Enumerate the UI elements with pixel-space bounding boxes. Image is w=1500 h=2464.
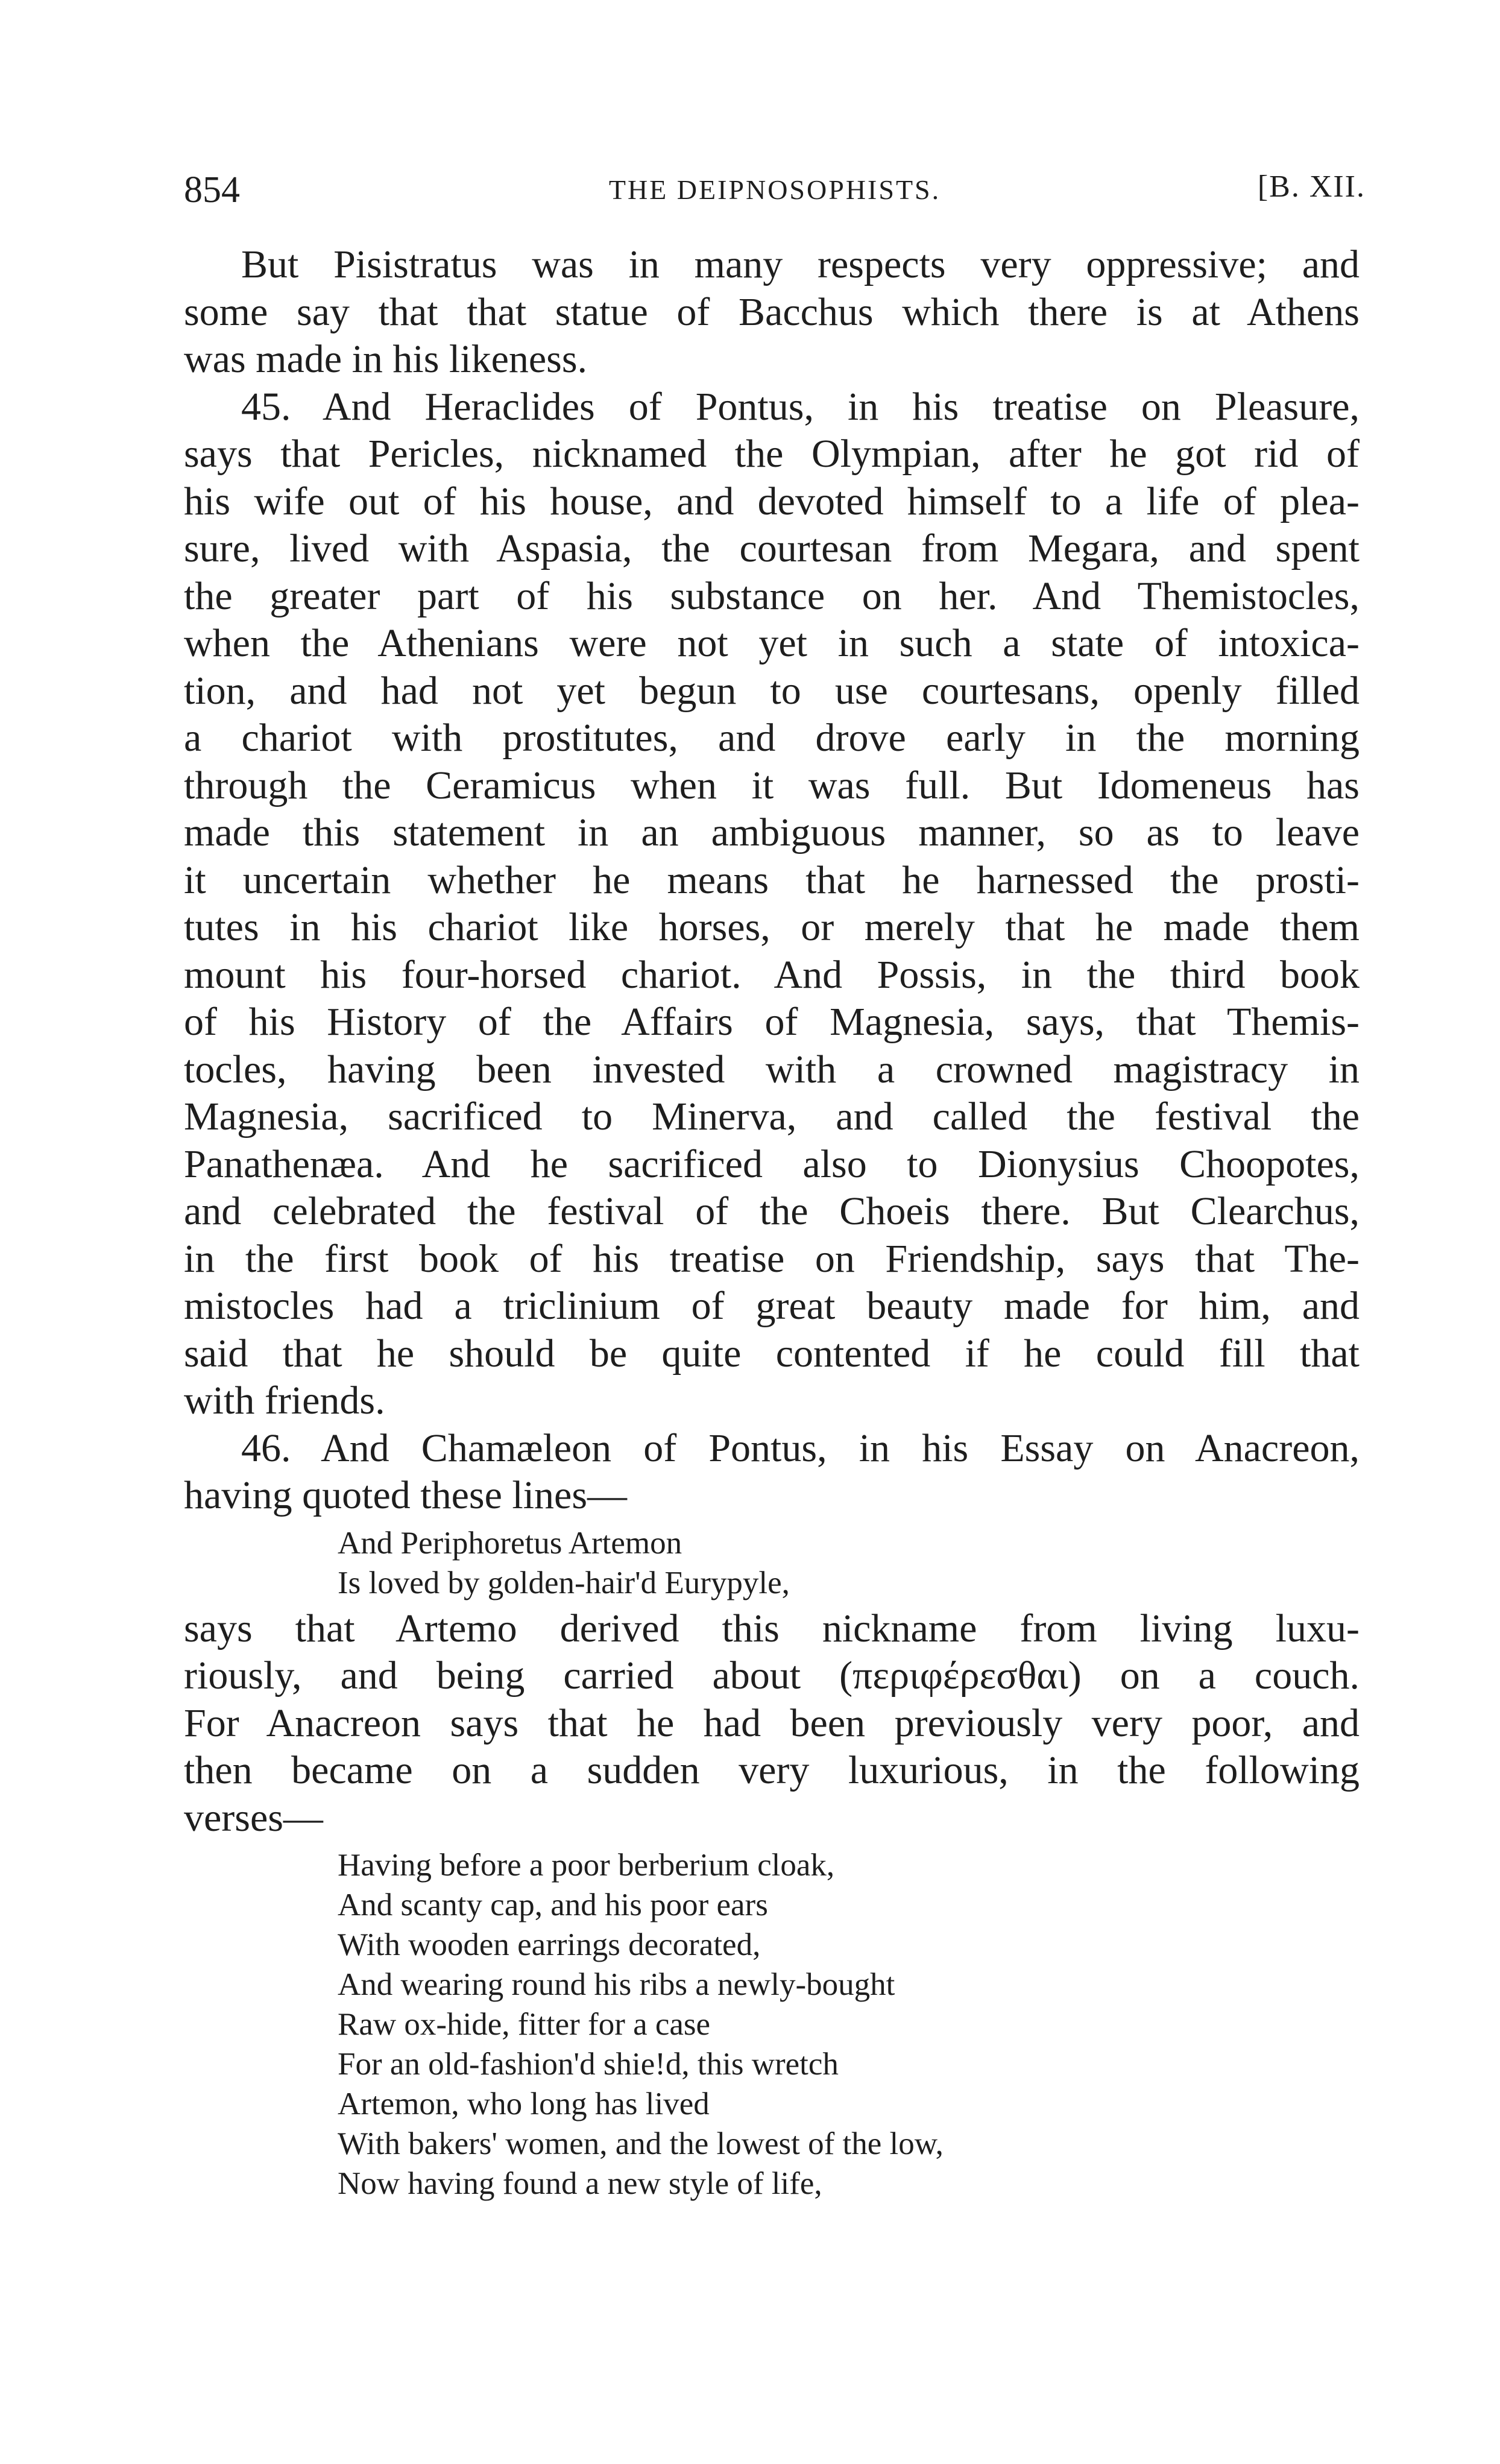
- text-line: riously, and being carried about (περιφέρεσθαι) on a couch.: [184, 1654, 1360, 1698]
- text-line: 45. And Heraclides of Pontus, in his treatise on Pleasure,: [241, 384, 1360, 429]
- verse-line: Raw ox-hide, fitter for a case: [338, 2007, 711, 2042]
- paragraph-section-45: [184, 384, 1360, 1425]
- text-line: says that Pericles, nicknamed the Olympian, after he got rid of: [184, 432, 1360, 476]
- verse-line: And Periphoretus Artemon: [338, 1525, 682, 1561]
- verse-line: Is loved by golden-hair'd Eurypyle,: [338, 1565, 790, 1600]
- text-line: said that he should be quite contented if he could fill that: [184, 1331, 1360, 1376]
- text-line: But Pisistratus was in many respects very oppressive; and: [241, 242, 1360, 286]
- running-title: THE DEIPNOSOPHISTS.: [608, 174, 941, 205]
- text-line: made this statement in an ambiguous manner, so as to leave: [184, 810, 1360, 855]
- verse-quote-1: [184, 1520, 1360, 1605]
- text-line: his wife out of his house, and devoted himself to a life of plea-: [184, 479, 1360, 523]
- verse-line: And scanty cap, and his poor ears: [338, 1887, 768, 1922]
- text-line: it uncertain whether he means that he harnessed the prosti-: [184, 858, 1360, 902]
- text-line: For Anacreon says that he had been previously very poor, and: [184, 1701, 1360, 1745]
- text-line: through the Ceramicus when it was full. But Idomeneus has: [184, 763, 1360, 807]
- text-line: tutes in his chariot like horses, or merely that he made them: [184, 905, 1360, 949]
- text-line: says that Artemo derived this nickname from living luxu-: [184, 1606, 1360, 1651]
- text-line: some say that that statue of Bacchus which there is at Athens: [184, 289, 1360, 334]
- text-line: tion, and had not yet begun to use courtesans, openly filled: [184, 668, 1360, 713]
- text-line: verses—: [184, 1795, 323, 1840]
- book-reference: [B. XII.: [1257, 169, 1366, 204]
- verse-quote-2: [184, 1842, 1360, 2206]
- text-line: mount his four-horsed chariot. And Possis, in the third book: [184, 952, 1360, 997]
- text-line: and celebrated the festival of the Choeis there. But Clearchus,: [184, 1189, 1360, 1233]
- verse-line: Having before a poor berberium cloak,: [338, 1848, 835, 1883]
- text-line: when the Athenians were not yet in such a state of intoxica-: [184, 621, 1360, 665]
- page-header: [184, 169, 1366, 217]
- verse-line: Artemon, who long has lived: [338, 2087, 710, 2121]
- text-line: having quoted these lines—: [184, 1473, 628, 1517]
- text-line: 46. And Chamæleon of Pontus, in his Essay on Anacreon,: [241, 1426, 1360, 1470]
- verse-line: For an old-fashion'd shie!d, this wretch: [338, 2047, 839, 2082]
- text-line: the greater part of his substance on her. And Themistocles,: [184, 573, 1360, 618]
- paragraph-pisistratus: [184, 241, 1360, 384]
- page-number: 854: [184, 169, 240, 210]
- text-line: Magnesia, sacrificed to Minerva, and called the festival the: [184, 1095, 1360, 1139]
- text-line: was made in his likeness.: [184, 337, 588, 381]
- text-line: Panathenæa. And he sacrificed also to Dionysius Choopotes,: [184, 1142, 1360, 1186]
- text-line: tocles, having been invested with a crowned magistracy in: [184, 1047, 1360, 1091]
- body-text: [184, 241, 1360, 2206]
- verse-line: And wearing round his ribs a newly-bought: [338, 1967, 895, 2002]
- paragraph-artemo: [184, 1605, 1360, 1842]
- verse-line: With wooden earrings decorated,: [338, 1927, 761, 1962]
- text-line: of his History of the Affairs of Magnesia, says, that Themis-: [184, 1000, 1360, 1044]
- text-line: with friends.: [184, 1379, 385, 1423]
- verse-line: With bakers' women, and the lowest of the low,: [338, 2126, 944, 2161]
- text-line: sure, lived with Aspasia, the courtesan from Megara, and spent: [184, 526, 1360, 570]
- text-line: mistocles had a triclinium of great beauty made for him, and: [184, 1284, 1360, 1328]
- verse-line: Now having found a new style of life,: [338, 2166, 822, 2201]
- text-line: a chariot with prostitutes, and drove early in the morning: [184, 716, 1360, 760]
- paragraph-section-46: [184, 1425, 1360, 1520]
- text-line: then became on a sudden very luxurious, in the following: [184, 1748, 1360, 1792]
- text-line: in the first book of his treatise on Friendship, says that The-: [184, 1236, 1360, 1281]
